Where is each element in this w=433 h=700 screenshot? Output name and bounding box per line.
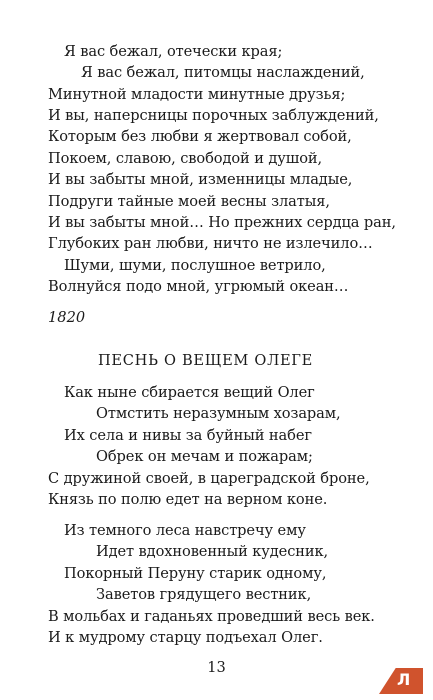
verse-line: И к мудрому старцу подъехал Олег. <box>48 629 323 646</box>
verse-line: Минутной младости минутные друзья; <box>48 86 346 103</box>
verse-line: Покорный Перуну старик одному, <box>64 565 327 582</box>
verse-line: Как ныне сбирается вещий Олег <box>64 384 315 401</box>
page-number: 13 <box>207 659 226 676</box>
verse-line: В мольбах и гаданьях проведший весь век. <box>48 608 375 625</box>
verse-line: Которым без любви я жертвовал собой, <box>48 128 352 145</box>
verse-line: Глубоких ран любви, ничто не излечило… <box>48 235 373 252</box>
poem-title: ПЕСНЬ О ВЕЩЕМ ОЛЕГЕ <box>98 352 314 369</box>
verse-line: Подруги тайные моей весны златыя, <box>48 193 330 210</box>
verse-line: Из темного леса навстречу ему <box>64 522 306 539</box>
verse-line: Я вас бежал, отечески края; <box>64 43 283 60</box>
verse-line: Обрек он мечам и пожарам; <box>96 448 313 465</box>
verse-line: Шуми, шуми, послушное ветрило, <box>64 257 326 274</box>
verse-line: С дружиной своей, в цареградской броне, <box>48 470 370 487</box>
verse-line: Волнуйся подо мной, угрюмый океан… <box>48 278 349 295</box>
verse-line: Заветов грядущего вестник, <box>96 586 312 603</box>
verse-line: И вы, наперсницы порочных заблуждений, <box>48 107 379 124</box>
verse-line: Отмстить неразумным хозарам, <box>96 405 341 422</box>
verse-line: И вы забыты мной… Но прежних сердца ран, <box>48 214 396 231</box>
verse-line: Я вас бежал, питомцы наслаждений, <box>81 64 365 81</box>
verse-line: Покоем, славою, свободой и душой, <box>48 150 323 167</box>
logo-letter: Л <box>397 670 411 689</box>
verse-line: Идет вдохновенный кудесник, <box>96 543 329 560</box>
verse-line: И вы забыты мной, изменницы младые, <box>48 171 353 188</box>
verse-line: Их села и нивы за буйный набег <box>64 427 312 444</box>
verse-line: Князь по полю едет на верном коне. <box>48 491 328 508</box>
poem-year: 1820 <box>48 309 86 326</box>
